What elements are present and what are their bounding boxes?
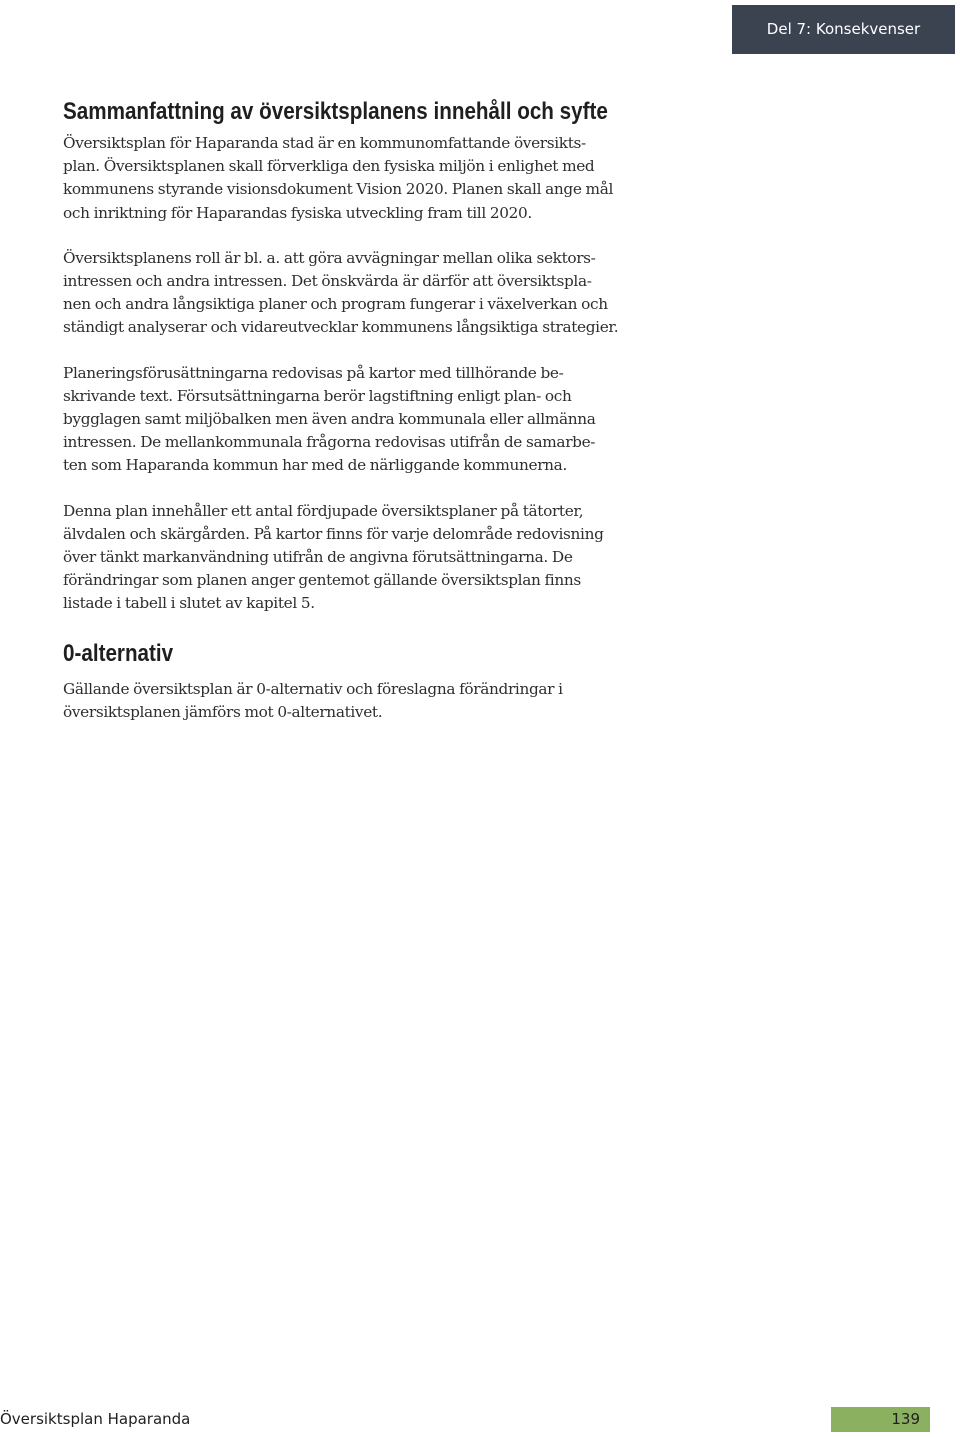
paragraph-detailed-plans: Denna plan innehåller ett antal fördjupade översiktsplaner på tätorter, älvdalen och skärgården. På kartor finns för varje delområde redovisning över tänkt markanvändning utifrån de angivna förutsättningarna. De förändringar som planen anger gentemot gällande översiktsplan finns listade i tabell i slutet av kapitel 5. [63, 501, 604, 613]
section-heading-summary: Sammanfattning av översiktsplanens innehåll och syfte [63, 98, 608, 125]
footer-document-title: Översiktsplan Haparanda [0, 1410, 191, 1428]
chapter-tab: Del 7: Konsekvenser [732, 5, 955, 54]
paragraph-role: Översiktsplanens roll är bl. a. att göra avvägningar mellan olika sektors- intressen och andra intressen. Det önskvärda är därför att översiktspla- nen och andra långsiktiga planer och program fungerar i växelverkan och ständigt analyserar och vidareutvecklar kommunens långsiktiga strategier. [63, 248, 619, 337]
section-heading-zero-alternative: 0-alternativ [63, 639, 174, 667]
main-content [63, 96, 623, 746]
paragraph-intro: Översiktsplan för Haparanda stad är en kommunomfattande översikts- plan. Översiktsplanen skall förverkliga den fysiska miljön i enlighet med kommunens styrande visionsdokument Vision 2020. Planen skall ange mål och inriktning för Haparandas fysiska utveckling fram till 2020. [63, 134, 614, 222]
paragraph-zero-alternative: Gällande översiktsplan är 0-alternativ och föreslagna förändringar i översiktsplanen jämförs mot 0-alternativet. [63, 679, 563, 721]
page-number: 139 [891, 1410, 920, 1428]
page-number-box [831, 1407, 930, 1432]
paragraph-conditions: Planeringsförusättningarna redovisas på kartor med tillhörande be- skrivande text. Försutsättningarna berör lagstiftning enligt plan- och bygglagen samt miljöbalken men även andra kommunala eller allmänna intressen. De mellankommunala frågorna redovisas utifrån de samarbe- ten som Haparanda kommun har med de närliggande kommunerna. [63, 363, 596, 475]
